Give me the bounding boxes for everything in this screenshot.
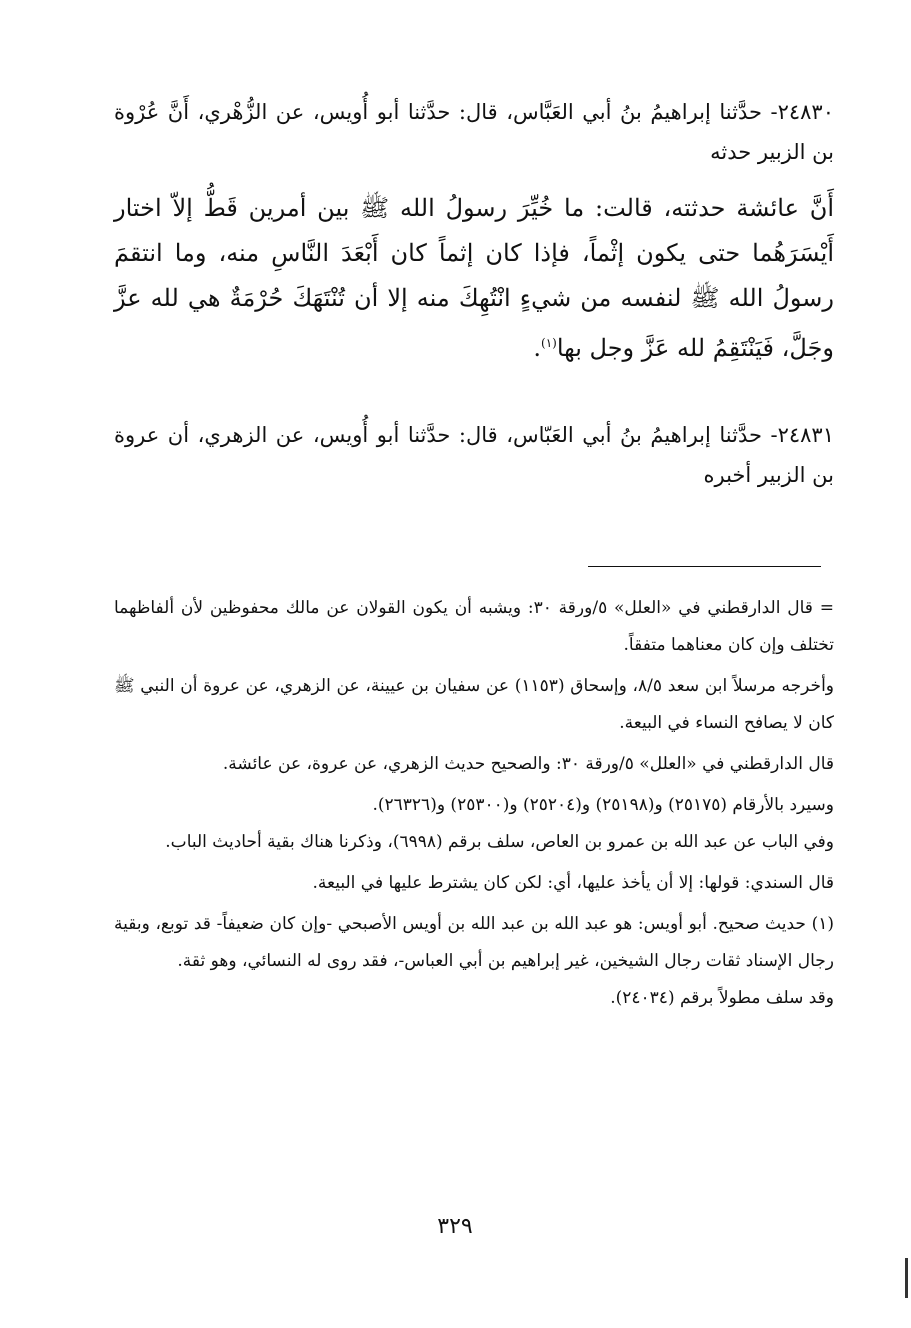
footnotes-section bbox=[114, 590, 834, 1017]
hadith-24830-matn bbox=[114, 186, 834, 371]
footnote-marker-1: (١) bbox=[541, 336, 557, 350]
hadith-24830-chain: ٢٤٨٣٠- حدَّثنا إبراهيمُ بنُ أبي العَبَّاس، قال: حدَّثنا أبو أُويس، عن الزُّهْري، أَنَّ عُرْوة بن الزبير حدثه bbox=[114, 100, 834, 164]
footnote-paragraph-3: قال الدارقطني في «العلل» ٥/ورقة ٣٠: والصحيح حديث الزهري، عن عروة، عن عائشة. bbox=[222, 754, 834, 774]
hadith-24830-matn-text: أَنَّ عائشة حدثته، قالت: ما خُيِّرَ رسولُ الله ﷺ بين أمرين قَطُّ إلاّ اختار أَيْسَرَهُما حتى يكون إثْماً، فإذا كان إثماً كان أَبْعَدَ النَّاسِ منه، وما انتقمَ رسولُ الله ﷺ لنفسه من شيءٍ انْتُهِكَ منه إلا أن تُنْتَهَكَ حُرْمَةٌ هي لله عزَّ وجَلَّ، فَيَنْتَقِمُ لله عَزَّ وجل بها bbox=[114, 194, 834, 362]
hadith-24831-chain: ٢٤٨٣١- حدَّثنا إبراهيمُ بنُ أبي العَبّاس، قال: حدَّثنا أبو أُويس، عن الزهري، أن عروة بن الزبير أخبره bbox=[114, 423, 834, 487]
footnote-separator bbox=[588, 566, 821, 567]
footnote-paragraph-5: وفي الباب عن عبد الله بن عمرو بن العاص، سلف برقم (٦٩٩٨)، وذكرنا هناك بقية أحاديث الباب. bbox=[165, 832, 834, 852]
hadith-24830-matn-end: . bbox=[533, 334, 542, 362]
scan-edge-mark bbox=[905, 1258, 908, 1298]
footnote-paragraph-4: وسيرد بالأرقام (٢٥١٧٥) و(٢٥١٩٨) و(٢٥٢٠٤) و(٢٥٣٠٠) و(٢٦٣٢٦). bbox=[372, 795, 834, 815]
page-number: ٣٢٩ bbox=[437, 1214, 473, 1239]
hadith-24831-block bbox=[114, 415, 834, 495]
hadith-24830-chain-block bbox=[114, 92, 834, 172]
hadith-24830-matn-block bbox=[114, 186, 834, 371]
footnote-continued-paragraph: = قال الدارقطني في «العلل» ٥/ورقة ٣٠: ويشبه أن يكون القولان عن مالك محفوظين لأن ألفاظهما تختلف وإن كان معناهما متفقاً. bbox=[114, 598, 834, 655]
footnote-paragraph-2: وأخرجه مرسلاً ابن سعد ٨/٥، وإسحاق (١١٥٣) عن سفيان بن عيينة، عن الزهري، عن عروة أن النبي ﷺ كان لا يصافح النساء في البيعة. bbox=[114, 676, 834, 733]
footnote-1-continuation: وقد سلف مطولاً برقم (٢٤٠٣٤). bbox=[610, 988, 834, 1008]
footnote-paragraph-6: قال السندي: قولها: إلا أن يأخذ عليها، أي: لكن كان يشترط عليها في البيعة. bbox=[312, 873, 834, 893]
footnote-1: (١) حديث صحيح. أبو أويس: هو عبد الله بن عبد الله بن أويس الأصبحي -وإن كان ضعيفاً- قد توبع، وبقية رجال الإسناد ثقات رجال الشيخين، غير إبراهيم بن أبي العباس-، فقد روى له النسائي، وهو ثقة. bbox=[114, 914, 834, 971]
